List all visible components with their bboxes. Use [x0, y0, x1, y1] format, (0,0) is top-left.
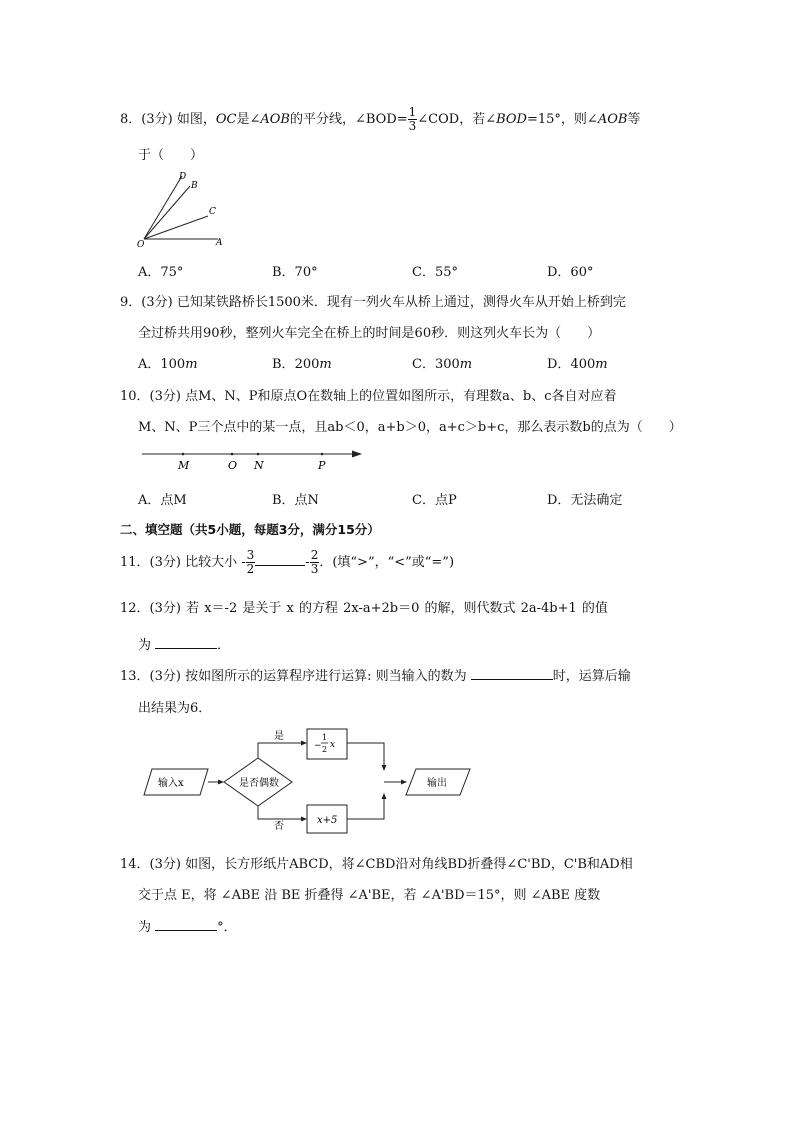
q10-option-b: B．点N — [272, 493, 319, 508]
q11-minus2: - — [305, 555, 310, 570]
q9-stem-line2: 全过桥共用90秒，整列火车完全在桥上的时间是60秒．则这列火车长为（ ） — [138, 326, 601, 341]
q14-answer-blank[interactable] — [155, 930, 217, 931]
q9-option-d — [547, 353, 608, 372]
q8-stem-line1 — [120, 106, 640, 133]
q11-prefix: 11．(3分) 比较大小 — [120, 555, 242, 570]
arrowhead-icon — [401, 780, 407, 785]
q11-frac1-num: 3 — [246, 548, 255, 562]
q12-line2-prefix: 为 — [138, 638, 156, 653]
yes-label: 是 — [274, 731, 284, 742]
q8-option-b: B．70° — [272, 265, 318, 280]
ray-od — [144, 176, 182, 239]
q9-option-a — [138, 353, 198, 372]
q9-option-c — [412, 353, 472, 372]
q12-line2-suffix: ． — [217, 638, 231, 653]
q14-stem-line2: 交于点 E，将 ∠ABE 沿 BE 折叠得 ∠A'BE，若 ∠A'BD＝15°，则 ∠ABE 度数 — [138, 888, 601, 903]
q9-a-value: 100 — [160, 357, 186, 372]
arrowhead-icon — [301, 741, 307, 746]
point-p — [321, 453, 324, 456]
q11-frac2-den: 3 — [310, 562, 319, 576]
q8-aob2: AOB — [597, 112, 628, 127]
q11-suffix: ．(填“>”，“<”或“=”) — [319, 555, 455, 570]
label-p: P — [318, 459, 326, 472]
q9-a-letter: A． — [138, 357, 161, 372]
output-label: 输出 — [427, 778, 447, 789]
q10-number-line — [138, 444, 368, 474]
q8-equals: 等 — [627, 112, 641, 127]
merge-line-top — [347, 743, 384, 768]
merge-line-bottom — [347, 796, 384, 819]
q8-prefix: 8．(3分) 如图， — [120, 112, 216, 127]
q13-stem-line1 — [120, 665, 631, 684]
q13-flowchart — [140, 724, 480, 836]
label-o: O — [137, 240, 145, 250]
q9-c-unit: m — [459, 357, 473, 372]
yes-branch-line — [258, 743, 306, 758]
label-d: D — [179, 172, 187, 182]
q8-option-c: C．55° — [412, 265, 458, 280]
arrowhead-icon — [382, 765, 387, 771]
op-yes-minus: − — [314, 741, 322, 751]
q8-angle-figure — [130, 168, 240, 250]
decision-label: 是否偶数 — [239, 778, 279, 789]
q12-stem-line2 — [138, 634, 230, 653]
q13-stem-line2: 出结果为6． — [138, 701, 212, 716]
q8-bod-label: ∠BOD= — [354, 112, 408, 127]
q14-line3-suffix: °． — [217, 920, 237, 935]
q9-c-value: 300 — [434, 357, 460, 372]
q8-frac-den: 3 — [408, 119, 417, 133]
label-b: B — [191, 181, 198, 191]
q14-line3-prefix: 为 — [138, 920, 156, 935]
op-yes-den: 2 — [322, 745, 328, 754]
q10-stem-line1: 10．(3分) 点M、N、P和原点O在数轴上的位置如图所示，有理数a、b、c各自对应着 — [120, 389, 617, 404]
q10-stem-line2: M、N、P三个点中的某一点，且ab＜0，a+b＞0，a+c＞b+c，那么表示数b的点为（ ） — [138, 420, 682, 435]
q8-bod: BOD — [496, 112, 527, 127]
label-c: C — [209, 207, 216, 217]
arrowhead-icon — [382, 793, 387, 799]
op-yes-num: 1 — [322, 733, 328, 742]
q9-b-unit: m — [319, 357, 332, 372]
q8-frac-num: 1 — [408, 105, 417, 119]
q9-option-b — [272, 353, 332, 372]
label-o: O — [228, 459, 238, 472]
q9-stem-line1: 9．(3分) 已知某铁路桥长1500米．现有一列火车从桥上通过，测得火车从开始上桥到完 — [120, 295, 626, 310]
arrowhead-icon — [218, 780, 224, 785]
point-o — [231, 453, 234, 456]
q8-stem-line2: 于（ ） — [138, 148, 204, 163]
label-m: M — [178, 459, 190, 472]
q9-a-unit: m — [185, 357, 198, 372]
q11-minus1: - — [241, 555, 246, 570]
q10-option-a: A．点M — [138, 493, 187, 508]
q10-option-c: C．点P — [412, 493, 457, 508]
q9-c-letter: C． — [412, 357, 435, 372]
q13-answer-blank[interactable] — [471, 679, 553, 680]
q8-option-d: D．60° — [547, 265, 594, 280]
q14-stem-line1: 14．(3分) 如图，长方形纸片ABCD，将∠CBD沿对角线BD折叠得∠C'BD，C'B和AD相 — [120, 857, 633, 872]
arrowhead-icon — [301, 817, 307, 822]
q8-is: 是∠ — [236, 112, 261, 127]
q11-frac1-den: 2 — [246, 562, 255, 576]
q9-d-value: 400 — [570, 357, 596, 372]
label-a: A — [216, 238, 223, 248]
op-no-label: x+5 — [317, 815, 338, 826]
q9-d-unit: m — [595, 357, 608, 372]
q12-stem-line1: 12．(3分) 若 x＝-2 是关于 x 的方程 2x-a+2b＝0 的解，则代数式 2a-4b+1 的值 — [120, 601, 608, 616]
q8-aob: AOB — [260, 112, 290, 127]
point-n — [257, 453, 260, 456]
axis-arrow-icon — [352, 451, 362, 458]
q8-fraction — [408, 106, 418, 133]
q9-b-letter: B． — [272, 357, 295, 372]
q8-oc: OC — [215, 112, 237, 127]
q8-cod-label: ∠COD，若∠ — [417, 112, 497, 127]
q12-answer-blank[interactable] — [155, 648, 217, 649]
point-m — [182, 453, 185, 456]
q11-answer-blank[interactable] — [255, 565, 305, 566]
q13-line1-prefix: 13．(3分) 按如图所示的运算程序进行运算: 则当输入的数为 — [120, 669, 471, 684]
q11-frac2-num: 2 — [310, 548, 319, 562]
no-branch-line — [258, 806, 306, 819]
q11-fraction-2 — [310, 549, 320, 576]
q8-bisector: 的平分线， — [289, 112, 355, 127]
no-label: 否 — [274, 821, 284, 832]
input-label: 输入x — [158, 778, 184, 789]
q8-option-a: A．75° — [138, 265, 184, 280]
section-heading: 二、填空题（共5小题，每题3分，满分15分） — [120, 522, 380, 537]
q13-line1-suffix: 时，运算后输 — [552, 669, 631, 684]
q9-b-value: 200 — [294, 357, 320, 372]
q14-stem-line3 — [138, 916, 237, 935]
q8-given: =15°，则∠ — [526, 112, 598, 127]
op-yes-var: x — [330, 740, 336, 750]
q9-d-letter: D． — [547, 357, 571, 372]
label-n: N — [254, 459, 264, 472]
q11-stem — [120, 549, 454, 576]
q10-option-d: D．无法确定 — [547, 493, 623, 508]
q11-fraction-1 — [246, 549, 256, 576]
